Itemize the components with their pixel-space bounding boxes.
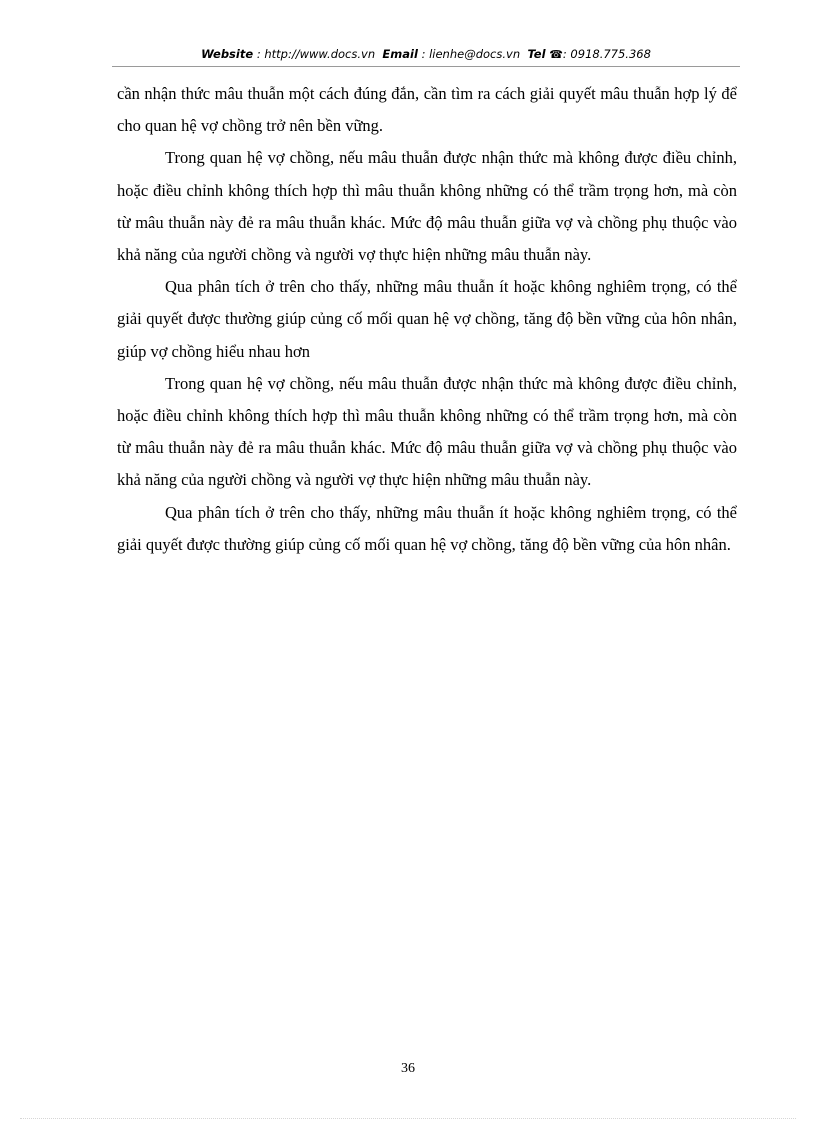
document-body	[117, 78, 737, 561]
phone-icon: ☎	[549, 48, 563, 61]
paragraph: Trong quan hệ vợ chồng, nếu mâu thuẫn được nhận thức mà không được điều chỉnh, hoặc điều chỉnh không thích hợp thì mâu thuẫn không những có thể trầm trọng hơn, mà còn từ mâu thuẫn này đẻ ra mâu thuẫn khác. Mức độ mâu thuẫn giữa vợ và chồng phụ thuộc vào khả năng của người chồng và người vợ thực hiện những mâu thuẫn này.	[117, 148, 737, 265]
email-label: Email	[382, 47, 418, 61]
website-label: Website	[201, 47, 254, 61]
email-value[interactable]: : lienhe@docs.vn	[421, 47, 521, 61]
tel-label: Tel	[527, 47, 546, 61]
footer-divider	[20, 1118, 796, 1119]
paragraph: Trong quan hệ vợ chồng, nếu mâu thuẫn được nhận thức mà không được điều chỉnh, hoặc điều chỉnh không thích hợp thì mâu thuẫn không những có thể trầm trọng hơn, mà còn từ mâu thuẫn này đẻ ra mâu thuẫn khác. Mức độ mâu thuẫn giữa vợ và chồng phụ thuộc vào khả năng của người chồng và người vợ thực hiện những mâu thuẫn này.	[117, 373, 737, 490]
paragraph: Qua phân tích ở trên cho thấy, những mâu thuẫn ít hoặc không nghiêm trọng, có thể giải quyết được thường giúp củng cố mối quan hệ vợ chồng, tăng độ bền vững của hôn nhân.	[117, 502, 737, 554]
paragraph: cần nhận thức mâu thuẫn một cách đúng đắn, cần tìm ra cách giải quyết mâu thuẫn hợp lý để cho quan hệ vợ chồng trở nên bền vững.	[117, 84, 737, 136]
page-number: 36	[401, 1061, 415, 1076]
tel-value: : 0918.775.368	[562, 47, 651, 61]
page-header	[112, 46, 740, 63]
website-value[interactable]: : http://www.docs.vn	[256, 47, 376, 61]
header-divider	[112, 66, 740, 67]
paragraph: Qua phân tích ở trên cho thấy, những mâu thuẫn ít hoặc không nghiêm trọng, có thể giải quyết được thường giúp củng cố mối quan hệ vợ chồng, tăng độ bền vững của hôn nhân, giúp vợ chồng hiểu nhau hơn	[117, 277, 737, 361]
